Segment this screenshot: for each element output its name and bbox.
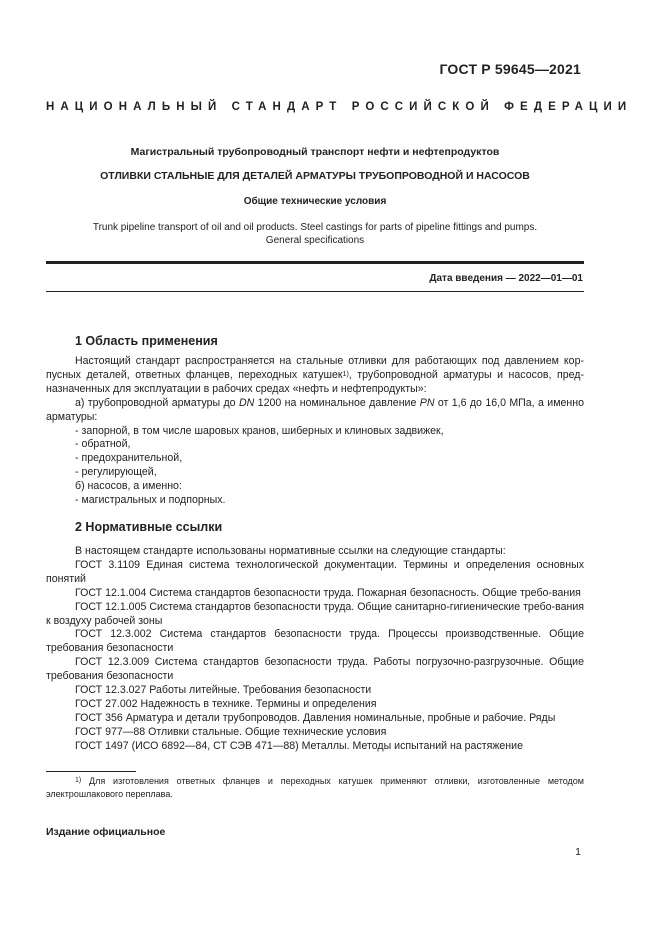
section-2-body bbox=[46, 545, 584, 754]
thick-divider bbox=[46, 261, 584, 264]
footnote-divider bbox=[46, 771, 136, 772]
reference-item: ГОСТ 12.3.027 Работы литейные. Требования безопасности bbox=[75, 684, 372, 697]
document-code: ГОСТ Р 59645—2021 bbox=[439, 61, 581, 77]
english-title-line-1: Trunk pipeline transport of oil and oil products. Steel castings for parts of pipeline fittings and pumps. bbox=[92, 222, 538, 233]
scope-paragraph: Настоящий стандарт распространяется на стальные отливки для работающих под давлением кор-пусных деталей, ответных фланцев, переходных катушек$^{1)}$, трубопроводной арматуры и насосов, пред-назначенных для эксплуатации в рабочих средах «нефть и нефтепродукты»: bbox=[46, 355, 584, 395]
references-intro: В настоящем стандарте использованы нормативные ссылки на следующие стандарты: bbox=[75, 545, 506, 557]
reference-item: ГОСТ 12.1.004 Система стандартов безопасности труда. Пожарная безопасность. Общие требо-вания bbox=[75, 586, 581, 599]
introduction-date: Дата введения — 2022—01—01 bbox=[429, 273, 583, 284]
main-title: ОТЛИВКИ СТАЛЬНЫЕ ДЛЯ ДЕТАЛЕЙ АРМАТУРЫ ТРУБОПРОВОДНОЙ И НАСОСОВ bbox=[100, 170, 530, 182]
reference-item: ГОСТ 12.1.005 Система стандартов безопасности труда. Общие санитарно-гигиенические требо-вания к воздуху рабочей зоны bbox=[46, 600, 584, 627]
footnote-ref: 1) bbox=[342, 370, 349, 378]
section-2-heading: 2 Нормативные ссылки bbox=[75, 520, 223, 534]
page-number: 1 bbox=[575, 846, 581, 858]
list-item: - магистральных и подпорных. bbox=[75, 494, 226, 507]
reference-item: ГОСТ 3.1109 Единая система технологической документации. Термины и определения основных понятий bbox=[46, 558, 584, 585]
reference-item: ГОСТ 1497 (ИСО 6892—84, СТ СЭВ 471—88) Металлы. Методы испытаний на растяжение bbox=[75, 739, 523, 752]
subject-title: Магистральный трубопроводный транспорт нефти и нефтепродуктов bbox=[130, 146, 500, 158]
reference-item: ГОСТ 12.3.009 Система стандартов безопасности труда. Работы погрузочно-разгрузочные. Общие требования безопасности bbox=[46, 656, 584, 683]
english-title-line-2: General specifications bbox=[265, 235, 365, 246]
section-1-body bbox=[46, 355, 584, 508]
list-item: - регулирующей, bbox=[75, 466, 157, 479]
fittings-paragraph: а) трубопроводной арматуры до DN 1200 на номинальное давление PN от 1,6 до 16,0 МПа, а именно арматуры: bbox=[46, 396, 584, 423]
pumps-label: б) насосов, а именно: bbox=[75, 480, 182, 493]
reference-item: ГОСТ 356 Арматура и детали трубопроводов. Давления номинальные, пробные и рабочие. Ряды bbox=[75, 711, 556, 724]
reference-item: ГОСТ 27.002 Надежность в технике. Термины и определения bbox=[75, 697, 377, 710]
list-item: - запорной, в том числе шаровых кранов, шиберных и клиновых задвижек, bbox=[75, 424, 444, 437]
national-standard-title: НАЦИОНАЛЬНЫЙ СТАНДАРТ РОССИЙСКОЙ ФЕДЕРАЦИИ bbox=[46, 101, 633, 113]
section-1-heading: 1 Область применения bbox=[75, 334, 218, 348]
list-item: - предохранительной, bbox=[75, 452, 183, 465]
english-title bbox=[46, 221, 584, 247]
footnote bbox=[46, 775, 584, 801]
reference-item: ГОСТ 977—88 Отливки стальные. Общие технические условия bbox=[75, 725, 387, 738]
thin-divider bbox=[46, 291, 584, 292]
footnote-text: $^{1)}$ Для изготовления ответных фланцев и переходных катушек применяют отливки, изготовленные методом электрошлакового переплава. bbox=[46, 776, 584, 799]
reference-item: ГОСТ 12.3.002 Система стандартов безопасности труда. Процессы производственные. Общие требования безопасности bbox=[46, 628, 584, 655]
subtitle: Общие технические условия bbox=[243, 196, 387, 207]
list-item: - обратной, bbox=[75, 438, 131, 451]
official-edition-label: Издание официальное bbox=[46, 826, 166, 838]
